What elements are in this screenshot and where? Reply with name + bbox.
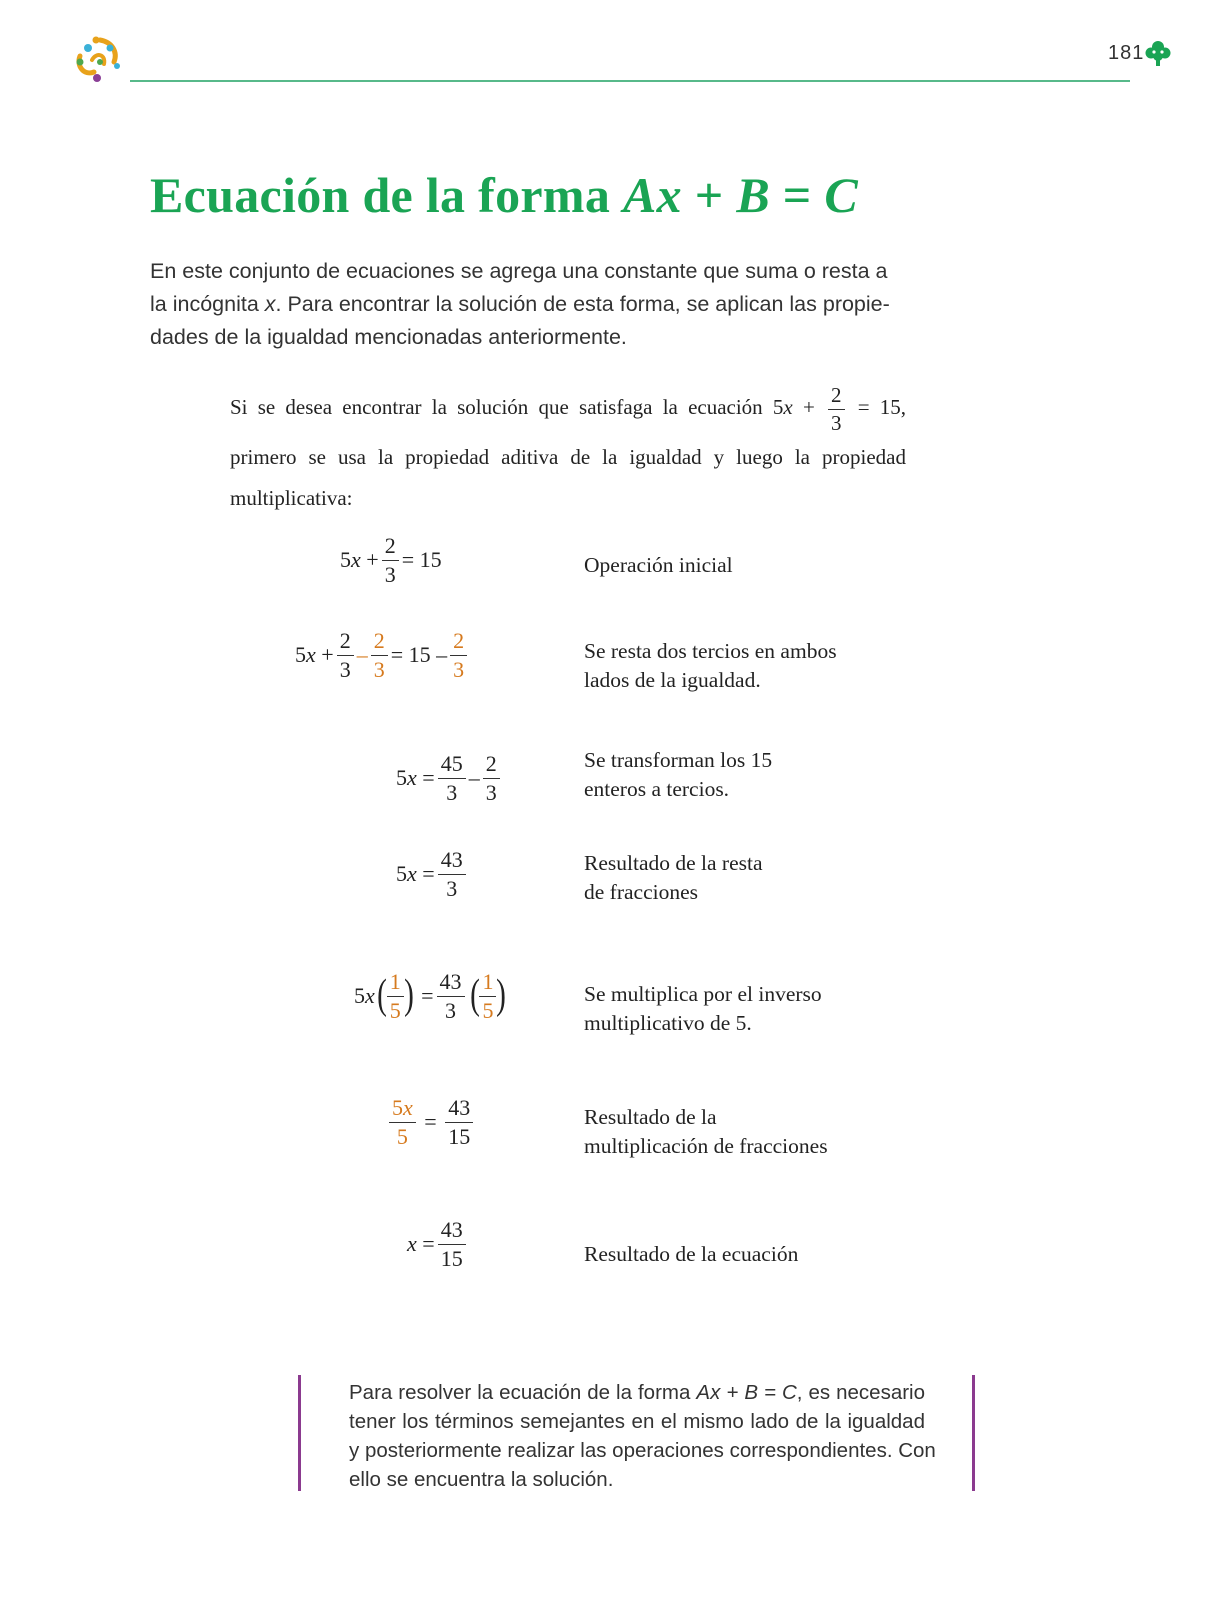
step-4-equation: 5 x = $\frac{43}{3}$: [396, 848, 469, 901]
step-2-description: Se resta dos tercios en ambos lados de la igualdad.: [584, 639, 837, 692]
note-left-bar: [298, 1375, 301, 1491]
example-equation: 5x + $\frac{2}{3}$ = 15,: [772, 383, 907, 435]
example-paragraph: Si se desea encontrar la solución que satisfaga la ecuación 5x + $\frac{2}{3}$ = 15, primero se usa la propiedad aditiva de la igualdad y luego la propiedad multiplicativa:: [230, 383, 907, 510]
title-formula-a: Ax: [622, 167, 682, 223]
step-3-equation: 5 x = $\frac{45}{3}$ – $\frac{2}{3}$: [396, 752, 503, 805]
step-2-equation: 5 x + $\frac{2}{3}$ – $\frac{2}{3}$ = 15 – $\frac{2}{3}$: [295, 629, 470, 682]
step-4-description: Resultado de la resta de fracciones: [584, 851, 763, 904]
step-3-description: Se transforman los 15 enteros a tercios.: [584, 748, 773, 801]
step-5-description: Se multiplica por el inverso multiplicativo de 5.: [584, 982, 822, 1035]
step-1-description: Operación inicial: [584, 553, 733, 577]
header-rule: [130, 80, 1130, 82]
step-6-equation: $\frac{5x}{5}$ = $\frac{43}{15}$: [386, 1096, 476, 1149]
intro-paragraph: En este conjunto de ecuaciones se agrega una constante que suma o resta a la incógnita x. Para encontrar la solución de esta forma, se aplican las propie- dades de la igualdad mencionadas anteriormente.: [150, 259, 890, 349]
step-7-equation: x = $\frac{43}{15}$: [407, 1218, 469, 1271]
step-1-equation: 5 x + $\frac{2}{3}$ = 15: [340, 533, 442, 587]
step-6-description: Resultado de la multiplicación de fracciones: [584, 1105, 828, 1158]
page-title: Ecuación de la forma Ax + B = C: [150, 167, 859, 223]
series-logo-icon: [70, 32, 126, 88]
page-number: 181: [1108, 42, 1145, 64]
step-5-equation: 5 x ( $\frac{1}{5}$ ) = $\frac{43}{3}$ ( $\frac{1}{5}$ ): [354, 969, 507, 1023]
green-tree-icon: [1145, 40, 1171, 68]
step-7-description: Resultado de la ecuación: [584, 1242, 799, 1266]
note-right-bar: [972, 1375, 975, 1491]
note-box: Para resolver la ecuación de la forma Ax + B = C, es necesario tener los términos semejantes en el mismo lado de la igualdad y posteriormente realizar las operaciones correspondientes. Con ello se encuentra la solución.: [349, 1381, 936, 1491]
